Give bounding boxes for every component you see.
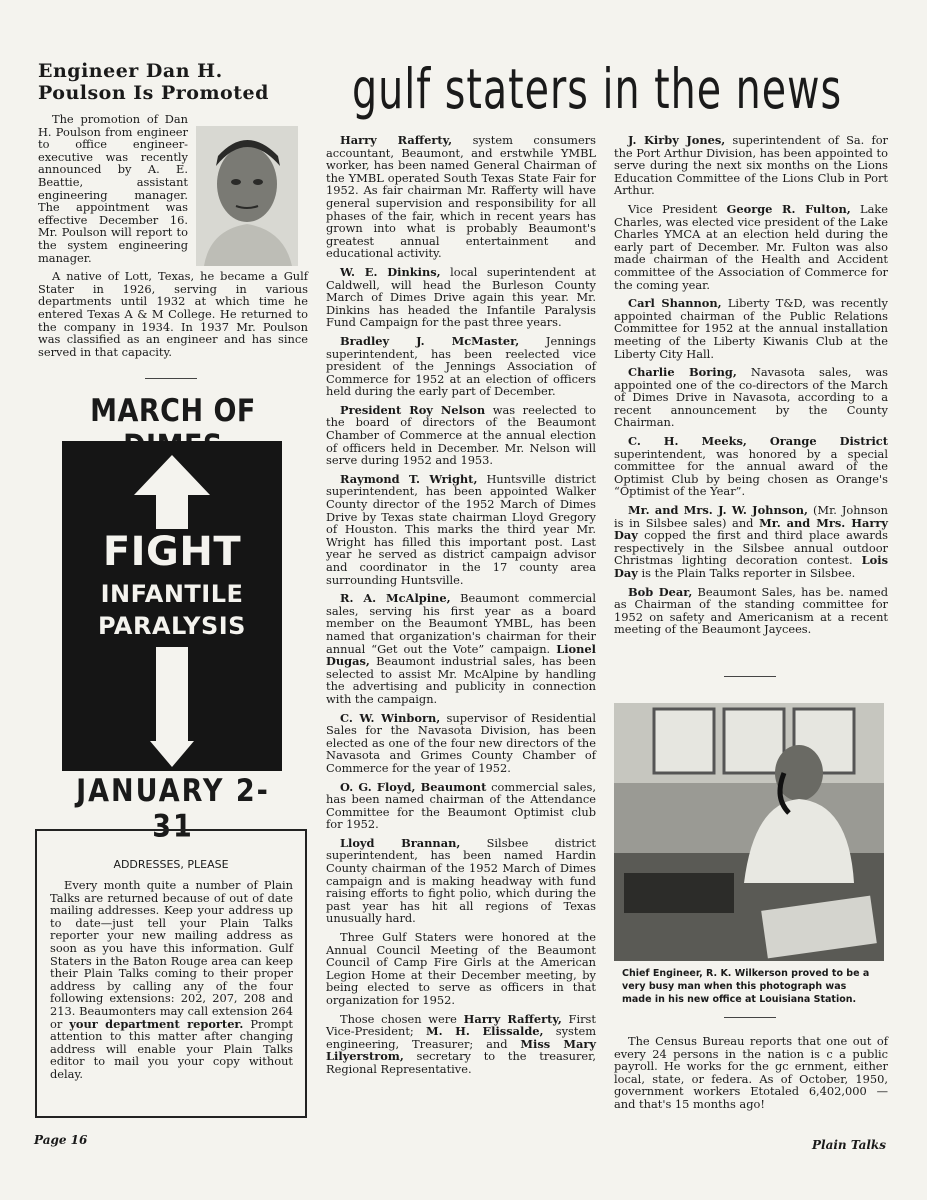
news-item [326, 473, 596, 586]
census-text: The Census Bureau reports that one out of every 24 persons in the nation is c a public payroll. He works for the gc ernment, either local, state, or federa. As of October, 1950, government workers Etotaled 6,402,000 — and that's 15 months ago! [614, 1034, 888, 1111]
arrow-down-icon [150, 647, 194, 767]
publication-name: Plain Talks [812, 1138, 887, 1152]
census-item [614, 1035, 888, 1117]
news-item-lead: Vice President [628, 201, 727, 216]
news-item-name: R. A. McAlpine, [340, 591, 451, 606]
news-item-name: Charlie Boring, [628, 365, 737, 380]
dimes-title: MARCH OF [90, 393, 256, 429]
dimes-fight: FIGHT [102, 529, 242, 575]
news-item [326, 931, 596, 1007]
news-item-name: M. H. Elissalde, [426, 1024, 544, 1039]
news-item-text: Navasota sales, was appointed one of the co-directors of the March of Dimes Drive in Navasota, according to a recent announcement by the County Chairman. [614, 365, 888, 430]
dimes-dates: JANUARY 2-31 [76, 773, 270, 845]
news-item [614, 203, 888, 291]
news-item [326, 781, 596, 831]
news-item [614, 435, 888, 498]
arrow-up-icon [132, 455, 212, 529]
addresses-paragraph [50, 879, 293, 1081]
news-item-name: Bob Dear, [628, 584, 693, 599]
news-item-name: Mr. and Mrs. Harry Day [614, 515, 888, 543]
news-item-text: local superintendent at Caldwell, will head the Burleson County March of Dimes Drive again this year. Mr. Dinkins has headed the Infantile Paralysis Fund Campaign for the past three years. [326, 264, 596, 330]
news-item-text: Three Gulf Staters were honored at the Annual Council Meeting of the Beaumont Council of Camp Fire Girls at the American Legion Home at their December meeting, by being elected to serve as officers in that organization for 1952. [326, 930, 596, 1007]
headline-line-1: Engineer Dan H. [38, 60, 223, 82]
news-item-text: supervisor of Residential Sales for the Navasota Division, has been elected as one of the four new directors of the Navasota and Grimes County Chamber of Commerce for the year of 1952. [326, 710, 596, 775]
poulson-article [38, 113, 308, 364]
news-item-name: J. Kirby Jones, [628, 133, 726, 147]
poulson-paragraph-2: A native of Lott, Texas, he became a Gulf Stater in 1926, serving in various departments until 1932 at which time he entered Texas A & M College. He returned to the company in 1934. In 1937 Mr. Poulson was classified as an engineer and has since served in that capacity. [38, 269, 308, 359]
dimes-paralysis: PARALYSIS [98, 612, 246, 640]
news-item-name: Lois Day [614, 553, 888, 580]
news-item-name: President Roy Nelson [340, 402, 486, 417]
news-item [614, 366, 888, 429]
news-item-name: Lloyd Brannan, [340, 835, 461, 850]
headline-line-2: Poulson Is Promoted [38, 82, 269, 104]
news-item-text: secretary to the treasurer, Regional Representative. [326, 1049, 596, 1076]
news-item [326, 134, 596, 260]
news-item-name: O. G. Floyd, Beaumont [340, 779, 487, 794]
page-number: Page 16 [34, 1133, 88, 1147]
poulson-paragraph-1: The promotion of Dan H. Poulson from engineer to office engineer-executive was recently announced by A. E. Beattie, assistant engineering manager. The appointment was effective December 16. Mr. Poulson will report to the system engineering manager. [38, 112, 188, 265]
news-item-name: C. W. Winborn, [340, 710, 441, 725]
section-masthead: gulf staters in the news [352, 58, 843, 122]
addresses-text-bold: your department reporter. [69, 1016, 244, 1031]
addresses-box [35, 829, 307, 1118]
news-item [614, 134, 888, 197]
news-item-text: Lake Charles, was elected vice president of the Lake Charles YMCA at an election held during the early part of December. Mr. Fulton was also made chairman of the Health and Accident committee of the Association of Commerce for the coming year. [614, 201, 888, 292]
news-item-name: Raymond T. Wright, [340, 471, 478, 486]
dimes-infantile: INFANTILE [100, 580, 244, 608]
news-item-name: Miss Mary Lilyerstrom, [326, 1036, 597, 1064]
addresses-body [50, 879, 293, 1087]
news-item-text: system consumers accountant, Beaumont, and erstwhile YMBL worker, has been named General Chairman of the YMBL operated South Texas State Fair for 1952. As fair chairman Mr. Rafferty will have general supervision and responsibility for all phases of the fair, which in recent years has grown into what is probably Beaumont's greatest annual entertainment and educational activity. [326, 133, 596, 261]
news-item-text: Beaumont commercial sales, serving his first year as a board member on the Beaumont YMBL, has been named that organization's chairman for their annual “Get out the Vote” campaign. [326, 591, 596, 656]
news-item [326, 1013, 596, 1076]
dimes-poster [62, 441, 282, 771]
wilkerson-office-photo [614, 703, 884, 961]
news-item [326, 592, 596, 705]
news-item [614, 586, 888, 636]
news-item-text: Jennings superintendent, has been reelected vice president of the Jennings Association of Commerce for 1952 at an election of officers held during the early part of December. [326, 333, 596, 399]
news-item-name: W. E. Dinkins, [340, 264, 441, 279]
addresses-text-b: Prompt attention to this matter after changing address will enable your Plain Talks editor to mail you your copy without delay. [50, 1016, 293, 1081]
news-item-text: system engineering, Treasurer; and [326, 1024, 596, 1051]
news-item [326, 837, 596, 925]
news-item-name: George R. Fulton, [726, 201, 851, 216]
news-item [326, 712, 596, 775]
addresses-text-a: Every month quite a number of Plain Talks are returned because of out of date mailing addresses. Keep your address up to date—just tell your Plain Talks reporter your new mailing address as soon as you have this information. Gulf Staters in the Baton Rouge area can keep their Plain Talks coming to their proper address by calling any of the four following extensions: 202, 207, 208 and 213. Beaumonters may call extension 264 or [50, 878, 293, 1031]
news-item [326, 266, 596, 329]
news-item-text: superintendent, was honored by a special committee for the annual award of the Optimist Club by being chosen as Orange's “Optimist of the Year”. [614, 446, 888, 499]
news-item [326, 404, 596, 467]
news-item-name: Bradley J. McMaster, [340, 333, 520, 348]
photo-caption: Chief Engineer, R. K. Wilkerson proved to be a very busy man when this photograph was made in his new office at Louisiana Station. [622, 968, 870, 1005]
addresses-title: ADDRESSES, PLEASE [113, 858, 229, 871]
news-item-text: superintendent of Sa. for the Port Arthur Division, has been appointed to serve during the next six months on the Lions Education Committee of the Lions Club in Port Arthur. [614, 133, 889, 198]
news-item [326, 335, 596, 398]
news-item-text: Liberty T&D, was recently appointed chairman of the Public Relations Committee for 1952 at the annual installation meeting of the Liberty Kiwanis Club at the Liberty City Hall. [614, 296, 888, 361]
right-column [614, 134, 888, 642]
divider [724, 1017, 776, 1018]
news-item-name: Carl Shannon, [628, 296, 722, 311]
article-headline [38, 60, 310, 104]
news-item-name: C. H. Meeks, Orange District [628, 434, 888, 449]
news-item-text: Huntsville district superintendent, has been appointed Walker County director of the 1952 March of Dimes Drive by Texas state chairman Lloyd Gregory of Houston. This marks the third year Mr. Wright has filled this important post. Last year he served as district campaign advisor and coordinator in the 17 county area surrounding Huntsville. [326, 471, 597, 587]
middle-column [326, 134, 596, 1082]
news-item-text: Silsbee district superintendent, has been named Hardin County chairman of the 1952 March of Dimes campaign and is making headway with fund raising efforts to fight polio, which during the past year has hit all regions of Texas unusually hard. [326, 835, 596, 926]
news-item-text: (Mr. Johnson is in Silsbee sales) and [614, 503, 888, 530]
news-item-text: Those chosen were [340, 1011, 464, 1026]
news-item-name: Mr. and Mrs. J. W. Johnson, [628, 503, 808, 518]
divider [145, 378, 197, 379]
news-item-text: copped the first and third place awards respectively in the Silsbee annual outdoor Christmas lighting decoration contest. [614, 528, 888, 568]
news-item-name: Lionel Dugas, [326, 641, 596, 669]
news-item-name: Harry Rafferty, [463, 1011, 562, 1026]
news-item-text: First Vice-President; [326, 1011, 596, 1039]
news-item [614, 504, 888, 580]
news-item-text: commercial sales, has been named chairman of the Attendance Committee for the Beaumont Optimist club for 1952. [326, 779, 596, 832]
news-item-text: Beaumont industrial sales, has been selected to assist Mr. McAlpine by handling the advertising and publicity in connection with the campaign. [326, 654, 596, 706]
news-item-text: was reelected to the board of directors of the Beaumont Chamber of Commerce at the annual election of officers held in December. Mr. Nelson will serve during 1952 and 1953. [326, 402, 596, 468]
divider [724, 676, 776, 677]
news-item-name: Harry Rafferty, [340, 133, 453, 147]
news-item-text: is the Plain Talks reporter in Silsbee. [637, 566, 856, 580]
news-item-text: Beaumont Sales, has be. named as Chairman of the standing committee for 1952 on safety and Americanism at a recent meeting of the Beaumont Jaycees. [614, 584, 888, 637]
news-item [614, 297, 888, 360]
